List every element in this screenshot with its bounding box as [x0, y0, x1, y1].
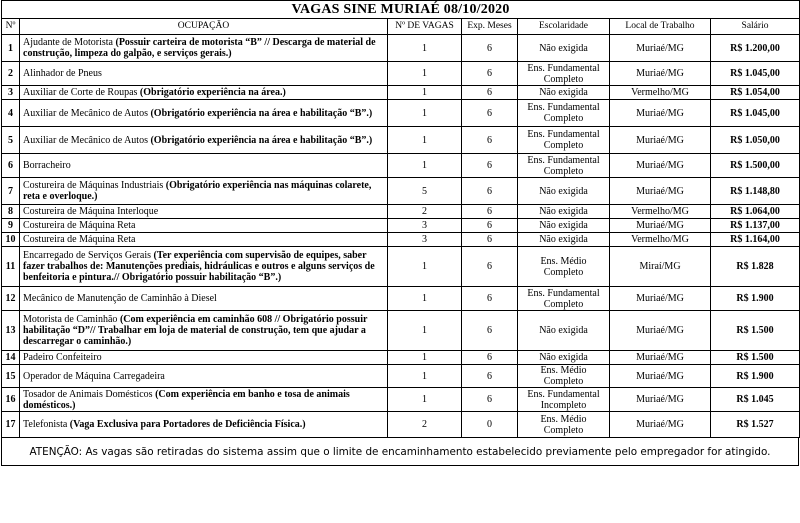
occupation-cell: [20, 62, 388, 86]
row-number: 13: [2, 311, 20, 351]
location-cell: Muriaé/MG: [610, 35, 711, 62]
row-number: 8: [2, 205, 20, 219]
salary-cell: R$ 1.527: [711, 412, 800, 438]
table-row: [2, 311, 800, 351]
table-row: [2, 62, 800, 86]
vacancies-cell: 1: [388, 365, 462, 388]
education-cell: Ens. Fundamental Completo: [518, 100, 610, 127]
occupation-cell: [20, 127, 388, 154]
vacancies-cell: 1: [388, 154, 462, 178]
occupation-cell: [20, 311, 388, 351]
education-cell: Não exigida: [518, 35, 610, 62]
vacancies-cell: 3: [388, 219, 462, 233]
page-title: VAGAS SINE MURIAÉ 08/10/2020: [2, 1, 800, 19]
row-number: 7: [2, 178, 20, 205]
salary-cell: R$ 1.500: [711, 351, 800, 365]
occupation-title: Costureira de Máquina Reta: [23, 220, 136, 231]
experience-cell: 6: [462, 86, 518, 100]
header-location: Local de Trabalho: [610, 19, 711, 35]
salary-cell: R$ 1.148,80: [711, 178, 800, 205]
vacancies-cell: 1: [388, 100, 462, 127]
row-number: 3: [2, 86, 20, 100]
location-cell: Muriaé/MG: [610, 62, 711, 86]
experience-cell: 6: [462, 127, 518, 154]
occupation-title: Operador de Máquina Carregadeira: [23, 370, 165, 382]
experience-cell: 6: [462, 247, 518, 287]
table-row: [2, 154, 800, 178]
location-cell: Muriaé/MG: [610, 365, 711, 388]
vacancies-cell: 5: [388, 178, 462, 205]
occupation-title: Motorista de Caminhão: [23, 314, 118, 325]
occupation-requirements: (Obrigatório experiência na área.): [139, 87, 286, 98]
occupation-cell: [20, 351, 388, 365]
education-cell: Ens. Médio Completo: [518, 365, 610, 388]
location-cell: Muriaé/MG: [610, 127, 711, 154]
occupation-cell: [20, 178, 388, 205]
occupation-title: Borracheiro: [23, 160, 71, 171]
education-cell: Ens. Fundamental Completo: [518, 62, 610, 86]
occupation-cell: [20, 219, 388, 233]
vacancies-cell: 2: [388, 205, 462, 219]
occupation-title: Auxiliar de Mecânico de Autos: [23, 134, 148, 146]
salary-cell: R$ 1.200,00: [711, 35, 800, 62]
location-cell: Muriaé/MG: [610, 412, 711, 438]
salary-cell: R$ 1.828: [711, 247, 800, 287]
occupation-title: Costureira de Máquina Interloque: [23, 206, 159, 217]
header-education: Escolaridade: [518, 19, 610, 35]
experience-cell: 6: [462, 365, 518, 388]
occupation-cell: [20, 205, 388, 219]
occupation-title: Tosador de Animais Domésticos: [23, 388, 153, 400]
location-cell: Muriaé/MG: [610, 219, 711, 233]
experience-cell: 6: [462, 178, 518, 205]
occupation-title: Mecânico de Manutenção de Caminhão à Diesel: [23, 293, 217, 304]
education-cell: Ens. Fundamental Incompleto: [518, 388, 610, 412]
education-cell: Ens. Fundamental Completo: [518, 287, 610, 311]
location-cell: Vermelho/MG: [610, 233, 711, 247]
education-cell: Ens. Fundamental Completo: [518, 154, 610, 178]
vacancies-cell: 1: [388, 62, 462, 86]
education-cell: Não exigida: [518, 233, 610, 247]
attention-notice: ATENÇÃO: As vagas são retiradas do sistema assim que o limite de encaminhamento estabelecido previamente pelo empregador for atingido.: [1, 438, 799, 466]
table-row: [2, 35, 800, 62]
vacancies-cell: 1: [388, 287, 462, 311]
education-cell: Não exigida: [518, 86, 610, 100]
salary-cell: R$ 1.900: [711, 365, 800, 388]
experience-cell: 6: [462, 233, 518, 247]
occupation-title: Padeiro Confeiteiro: [23, 352, 102, 363]
header-vacancies: Nº DE VAGAS: [388, 19, 462, 35]
education-cell: Não exigida: [518, 311, 610, 351]
experience-cell: 6: [462, 154, 518, 178]
row-number: 14: [2, 351, 20, 365]
occupation-cell: [20, 154, 388, 178]
occupation-title: Costureira de Máquinas Industriais: [23, 180, 164, 191]
table-row: [2, 86, 800, 100]
education-cell: Ens. Médio Completo: [518, 247, 610, 287]
table-row: [2, 205, 800, 219]
vacancies-cell: 2: [388, 412, 462, 438]
occupation-title: Alinhador de Pneus: [23, 68, 102, 79]
table-row: [2, 247, 800, 287]
occupation-requirements: (Ter experiência com supervisão de equipes, saber fazer trabalhos de: Manutenções prediais, hidráulicas e outros e alguns serviços de benfeitoria e pintura.// Obrigatório possuir habilitação “B”.): [23, 250, 375, 283]
occupation-cell: [20, 35, 388, 62]
row-number: 5: [2, 127, 20, 154]
location-cell: Miraí/MG: [610, 247, 711, 287]
location-cell: Muriaé/MG: [610, 388, 711, 412]
row-number: 4: [2, 100, 20, 127]
header-salary: Salário: [711, 19, 800, 35]
table-row: [2, 233, 800, 247]
vacancies-cell: 1: [388, 247, 462, 287]
experience-cell: 6: [462, 219, 518, 233]
location-cell: Muriaé/MG: [610, 351, 711, 365]
location-cell: Muriaé/MG: [610, 311, 711, 351]
location-cell: Vermelho/MG: [610, 205, 711, 219]
occupation-requirements: (Obrigatório experiência na área e habilitação “B”.): [150, 107, 373, 119]
education-cell: Ens. Fundamental Completo: [518, 127, 610, 154]
header-experience: Exp. Meses: [462, 19, 518, 35]
occupation-cell: [20, 365, 388, 388]
row-number: 15: [2, 365, 20, 388]
experience-cell: 6: [462, 351, 518, 365]
occupation-requirements: (Com experiência em caminhão 608 // Obrigatório possuir habilitação “D”// Trabalhar em loja de material de construção, tem que ajudar a descarregar o caminhão.): [23, 314, 368, 347]
row-number: 2: [2, 62, 20, 86]
table-row: [2, 412, 800, 438]
occupation-requirements: (Possuir carteira de motorista “B” // Descarga de material de construção, limpeza do galpão, e serviços gerais.): [23, 37, 376, 59]
occupation-title: Costureira de Máquina Reta: [23, 234, 136, 245]
occupation-cell: [20, 86, 388, 100]
salary-cell: R$ 1.500: [711, 311, 800, 351]
location-cell: Vermelho/MG: [610, 86, 711, 100]
column-headers: [2, 19, 800, 35]
salary-cell: R$ 1.054,00: [711, 86, 800, 100]
vacancies-cell: 1: [388, 388, 462, 412]
job-listing-sheet: [1, 0, 799, 466]
education-cell: Não exigida: [518, 219, 610, 233]
occupation-requirements: (Vaga Exclusiva para Portadores de Deficiência Física.): [69, 419, 306, 430]
location-cell: Muriaé/MG: [610, 154, 711, 178]
occupation-title: Ajudante de Motorista: [23, 37, 113, 48]
experience-cell: 0: [462, 412, 518, 438]
occupation-requirements: (Com experiência em banho e tosa de animais domésticos.): [23, 388, 350, 411]
row-number: 10: [2, 233, 20, 247]
occupation-requirements: (Obrigatório experiência na área e habilitação “B”.): [150, 134, 373, 146]
education-cell: Não exigida: [518, 178, 610, 205]
table-row: [2, 365, 800, 388]
salary-cell: R$ 1.045,00: [711, 62, 800, 86]
experience-cell: 6: [462, 35, 518, 62]
row-number: 11: [2, 247, 20, 287]
occupation-title: Telefonista: [23, 419, 68, 430]
header-num: Nº: [2, 19, 20, 35]
row-number: 16: [2, 388, 20, 412]
location-cell: Muriaé/MG: [610, 287, 711, 311]
vacancies-cell: 1: [388, 127, 462, 154]
salary-cell: R$ 1.500,00: [711, 154, 800, 178]
experience-cell: 6: [462, 311, 518, 351]
table-row: [2, 100, 800, 127]
occupation-cell: [20, 388, 388, 412]
vacancies-cell: 1: [388, 35, 462, 62]
location-cell: Muriaé/MG: [610, 178, 711, 205]
occupation-requirements: (Obrigatório experiência nas máquinas colarete, reta e overloque.): [23, 180, 372, 202]
occupation-title: Auxiliar de Corte de Roupas: [23, 87, 138, 98]
vacancies-cell: 1: [388, 86, 462, 100]
vacancies-cell: 1: [388, 311, 462, 351]
occupation-cell: [20, 100, 388, 127]
table-row: [2, 351, 800, 365]
education-cell: Não exigida: [518, 205, 610, 219]
salary-cell: R$ 1.900: [711, 287, 800, 311]
location-cell: Muriaé/MG: [610, 100, 711, 127]
salary-cell: R$ 1.064,00: [711, 205, 800, 219]
table-row: [2, 388, 800, 412]
salary-cell: R$ 1.164,00: [711, 233, 800, 247]
occupation-title: Auxiliar de Mecânico de Autos: [23, 107, 148, 119]
header-occupation: OCUPAÇÃO: [20, 19, 388, 35]
experience-cell: 6: [462, 100, 518, 127]
education-cell: Não exigida: [518, 351, 610, 365]
salary-cell: R$ 1.137,00: [711, 219, 800, 233]
row-number: 9: [2, 219, 20, 233]
row-number: 1: [2, 35, 20, 62]
salary-cell: R$ 1.045,00: [711, 100, 800, 127]
occupation-cell: [20, 247, 388, 287]
occupation-cell: [20, 287, 388, 311]
experience-cell: 6: [462, 205, 518, 219]
vacancies-table: [1, 0, 800, 438]
occupation-cell: [20, 233, 388, 247]
vacancies-cell: 1: [388, 351, 462, 365]
salary-cell: R$ 1.045: [711, 388, 800, 412]
row-number: 6: [2, 154, 20, 178]
table-row: [2, 219, 800, 233]
table-row: [2, 178, 800, 205]
education-cell: Ens. Médio Completo: [518, 412, 610, 438]
vacancies-body: [2, 35, 800, 438]
experience-cell: 6: [462, 388, 518, 412]
table-row: [2, 127, 800, 154]
experience-cell: 6: [462, 62, 518, 86]
occupation-title: Encarregado de Serviços Gerais: [23, 250, 151, 261]
row-number: 17: [2, 412, 20, 438]
vacancies-cell: 3: [388, 233, 462, 247]
table-row: [2, 287, 800, 311]
row-number: 12: [2, 287, 20, 311]
salary-cell: R$ 1.050,00: [711, 127, 800, 154]
experience-cell: 6: [462, 287, 518, 311]
occupation-cell: [20, 412, 388, 438]
